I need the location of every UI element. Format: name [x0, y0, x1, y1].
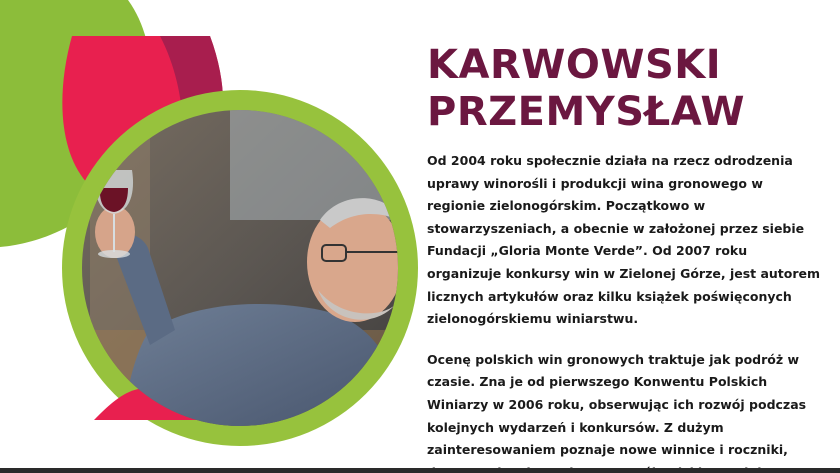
- bio-paragraph-1: Od 2004 roku społecznie działa na rzecz odrodzenia uprawy winorośli i produkcji wina gronowego w regionie zielonogórskim. Początkowo w stowarzyszeniach, a obecnie w założonej przez siebie Fundacji „Gloria Monte Verde”. Od 2007 roku organizuje konkursy win w Zielonej Górze, jest autorem licznych artykułów oraz kilku książek poświęconych zielonogórskiemu winiarstwu.: [427, 153, 821, 327]
- person-name: [427, 42, 822, 136]
- text-column: [427, 42, 822, 473]
- name-line-2: PRZEMYSŁAW: [427, 89, 745, 135]
- name-line-1: KARWOWSKI: [427, 42, 722, 88]
- bio-section: [427, 150, 822, 473]
- bio-paragraph-2: Ocenę polskich win gronowych traktuje jak podróż w czasie. Zna je od pierwszego Konwentu Polskich Winiarzy w 2006 roku, obserwując ich rozwój podczas kolejnych wydarzeń i konkursów. Z dużym zainteresowaniem poznaje nowe winnice i roczniki,: [427, 351, 807, 458]
- bottom-divider: [0, 468, 840, 473]
